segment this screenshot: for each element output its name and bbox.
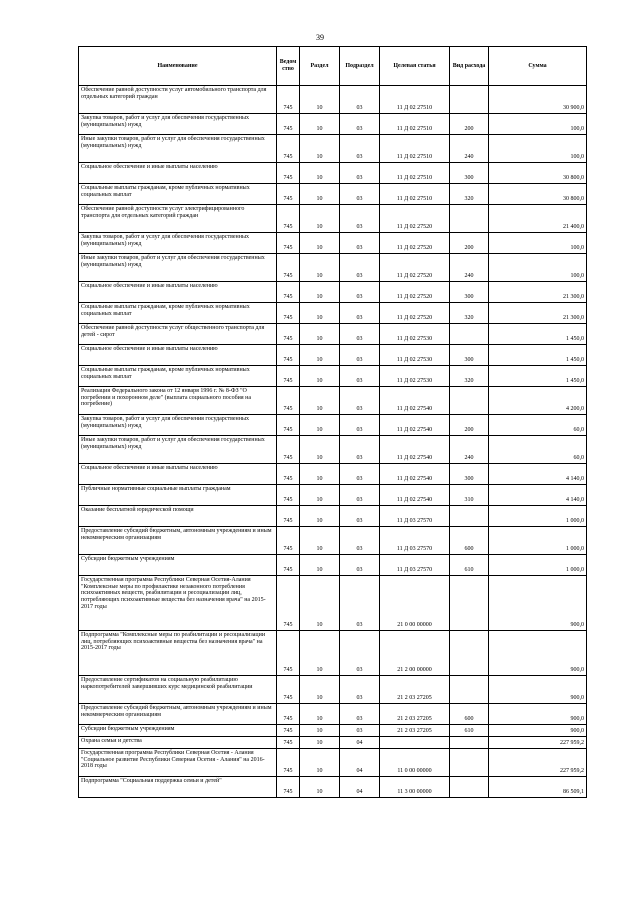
cell-section: 10 [300, 631, 340, 676]
cell-sum: 100,0 [489, 135, 587, 163]
cell-dept: 745 [277, 135, 300, 163]
cell-dept: 745 [277, 205, 300, 233]
cell-dept: 745 [277, 436, 300, 464]
cell-name: Субсидии бюджетным учреждениям [79, 725, 277, 737]
table-row [79, 282, 587, 303]
table-row [79, 205, 587, 233]
cell-target: 11 Д 02 27510 [380, 86, 450, 114]
cell-target [380, 737, 450, 749]
table-row [79, 86, 587, 114]
page-number: 39 [316, 33, 324, 42]
cell-type [450, 576, 489, 631]
cell-dept: 745 [277, 345, 300, 366]
cell-subsection: 03 [340, 725, 380, 737]
cell-subsection: 03 [340, 415, 380, 436]
cell-section: 10 [300, 704, 340, 725]
cell-subsection: 03 [340, 163, 380, 184]
cell-target: 11 Д 02 27520 [380, 303, 450, 324]
cell-sum: 30 800,0 [489, 163, 587, 184]
cell-name: Государственная программа Республики Северная Осетия-Алания "Комплексные меры по профилактике незаконного потребления психоактивных веществ, реабилитации и ресоциализации лиц, потребляющих психоактивные вещества без назначения врача" на 2015-2017 годы [79, 576, 277, 631]
cell-dept: 745 [277, 777, 300, 798]
cell-section: 10 [300, 324, 340, 345]
cell-section: 10 [300, 464, 340, 485]
cell-target: 11 Д 02 27520 [380, 233, 450, 254]
cell-subsection: 03 [340, 205, 380, 233]
table-row [79, 436, 587, 464]
cell-name: Предоставление субсидий бюджетным, автономным учреждениям и иным некоммерческим организациям [79, 704, 277, 725]
cell-type: 320 [450, 184, 489, 205]
cell-sum: 4 140,0 [489, 485, 587, 506]
header-subsection: Подраздел [340, 47, 380, 86]
budget-table [78, 46, 587, 798]
cell-type: 200 [450, 114, 489, 135]
cell-dept: 745 [277, 725, 300, 737]
cell-type [450, 777, 489, 798]
cell-subsection: 03 [340, 114, 380, 135]
cell-section: 10 [300, 676, 340, 704]
cell-dept: 745 [277, 415, 300, 436]
cell-sum: 900,0 [489, 704, 587, 725]
cell-section: 10 [300, 576, 340, 631]
cell-subsection: 03 [340, 345, 380, 366]
cell-name: Подпрограмма "Комплексные меры по реабилитации и ресоциализации лиц, потребляющих психоактивные вещества без назначения врача" на 2015-2017 годы [79, 631, 277, 676]
cell-name: Социальные выплаты гражданам, кроме публичных нормативных социальных выплат [79, 366, 277, 387]
cell-name: Охрана семьи и детства [79, 737, 277, 749]
cell-type: 300 [450, 282, 489, 303]
cell-sum: 60,0 [489, 436, 587, 464]
cell-target: 11 Д 02 27530 [380, 366, 450, 387]
cell-target: 11 Д 02 27520 [380, 254, 450, 282]
cell-type: 240 [450, 135, 489, 163]
cell-type: 240 [450, 254, 489, 282]
cell-sum: 30 900,0 [489, 86, 587, 114]
table-row [79, 704, 587, 725]
cell-dept: 745 [277, 114, 300, 135]
cell-section: 10 [300, 205, 340, 233]
table-row [79, 749, 587, 777]
table-row [79, 324, 587, 345]
cell-type: 200 [450, 233, 489, 254]
table-header-row [79, 47, 587, 86]
table-row [79, 366, 587, 387]
cell-name: Обеспечение равной доступности услуг электрифицированного транспорта для отдельных категорий граждан [79, 205, 277, 233]
table-row [79, 345, 587, 366]
cell-type: 600 [450, 704, 489, 725]
cell-target: 21 2 03 27205 [380, 725, 450, 737]
cell-sum: 227 959,2 [489, 737, 587, 749]
cell-subsection: 03 [340, 631, 380, 676]
cell-sum: 4 200,0 [489, 387, 587, 415]
cell-target: 11 Д 02 27540 [380, 436, 450, 464]
cell-target: 21 0 00 00000 [380, 576, 450, 631]
cell-section: 10 [300, 725, 340, 737]
cell-target: 11 Д 03 27570 [380, 555, 450, 576]
cell-type: 200 [450, 415, 489, 436]
cell-dept: 745 [277, 163, 300, 184]
cell-type: 610 [450, 725, 489, 737]
cell-dept: 745 [277, 282, 300, 303]
cell-subsection: 04 [340, 749, 380, 777]
cell-target: 11 Д 03 27570 [380, 506, 450, 527]
cell-target: 11 Д 03 27570 [380, 527, 450, 555]
cell-subsection: 03 [340, 436, 380, 464]
cell-dept: 745 [277, 464, 300, 485]
cell-name: Иные закупки товаров, работ и услуг для обеспечения государственных (муниципальных) нужд [79, 254, 277, 282]
cell-section: 10 [300, 135, 340, 163]
table-row [79, 184, 587, 205]
cell-section: 10 [300, 282, 340, 303]
cell-name: Иные закупки товаров, работ и услуг для обеспечения государственных (муниципальных) нужд [79, 436, 277, 464]
cell-section: 10 [300, 114, 340, 135]
cell-type [450, 676, 489, 704]
cell-name: Социальное обеспечение и иные выплаты населению [79, 345, 277, 366]
cell-sum: 60,0 [489, 415, 587, 436]
cell-name: Публичные нормативные социальные выплаты гражданам [79, 485, 277, 506]
table-row [79, 135, 587, 163]
cell-name: Социальное обеспечение и иные выплаты населению [79, 464, 277, 485]
cell-sum: 1 000,0 [489, 527, 587, 555]
cell-sum: 21 300,0 [489, 303, 587, 324]
cell-type: 240 [450, 436, 489, 464]
cell-sum: 900,0 [489, 676, 587, 704]
cell-name: Обеспечение равной доступности услуг общественного транспорта для детей - сирот [79, 324, 277, 345]
cell-type [450, 387, 489, 415]
cell-type [450, 631, 489, 676]
cell-subsection: 03 [340, 366, 380, 387]
table-row [79, 254, 587, 282]
cell-sum: 100,0 [489, 114, 587, 135]
cell-section: 10 [300, 233, 340, 254]
cell-sum: 30 800,0 [489, 184, 587, 205]
cell-name: Субсидии бюджетным учреждениям [79, 555, 277, 576]
cell-subsection: 03 [340, 704, 380, 725]
table-row [79, 725, 587, 737]
cell-subsection: 03 [340, 303, 380, 324]
cell-subsection: 03 [340, 576, 380, 631]
cell-target: 11 Д 02 27510 [380, 163, 450, 184]
cell-dept: 745 [277, 749, 300, 777]
cell-subsection: 03 [340, 86, 380, 114]
cell-subsection: 04 [340, 777, 380, 798]
cell-type: 300 [450, 464, 489, 485]
cell-target: 11 0 00 00000 [380, 749, 450, 777]
header-dept: Ведом ство [277, 47, 300, 86]
cell-name: Предоставление сертификатов на социальную реабилитацию наркопотребителей завершивших курс медицинской реабилитации [79, 676, 277, 704]
cell-section: 10 [300, 527, 340, 555]
cell-subsection: 03 [340, 676, 380, 704]
cell-name: Социальные выплаты гражданам, кроме публичных нормативных социальных выплат [79, 184, 277, 205]
table-row [79, 527, 587, 555]
cell-target: 11 Д 02 27540 [380, 387, 450, 415]
cell-sum: 21 300,0 [489, 282, 587, 303]
cell-sum: 1 000,0 [489, 555, 587, 576]
cell-type: 310 [450, 485, 489, 506]
cell-dept: 745 [277, 366, 300, 387]
cell-type [450, 737, 489, 749]
cell-target: 11 Д 02 27530 [380, 324, 450, 345]
cell-section: 10 [300, 555, 340, 576]
cell-target: 11 Д 02 27520 [380, 205, 450, 233]
cell-target: 21 2 00 00000 [380, 631, 450, 676]
cell-sum: 4 140,0 [489, 464, 587, 485]
cell-section: 10 [300, 506, 340, 527]
cell-target: 11 Д 02 27520 [380, 282, 450, 303]
cell-section: 10 [300, 485, 340, 506]
table-row [79, 415, 587, 436]
cell-name: Закупка товаров, работ и услуг для обеспечения государственных (муниципальных) нужд [79, 233, 277, 254]
table-row [79, 233, 587, 254]
cell-dept: 745 [277, 704, 300, 725]
cell-subsection: 03 [340, 233, 380, 254]
cell-subsection: 03 [340, 555, 380, 576]
cell-target: 11 Д 02 27540 [380, 464, 450, 485]
cell-name: Обеспечение равной доступности услуг автомобильного транспорта для отдельных категорий граждан [79, 86, 277, 114]
cell-dept: 745 [277, 576, 300, 631]
cell-section: 10 [300, 86, 340, 114]
cell-dept: 745 [277, 324, 300, 345]
cell-section: 10 [300, 415, 340, 436]
cell-target: 11 Д 02 27510 [380, 184, 450, 205]
cell-type: 300 [450, 163, 489, 184]
header-target: Целевая статья [380, 47, 450, 86]
cell-dept: 745 [277, 387, 300, 415]
cell-subsection: 03 [340, 282, 380, 303]
cell-subsection: 03 [340, 324, 380, 345]
cell-name: Оказание бесплатной юридической помощи [79, 506, 277, 527]
table-row [79, 506, 587, 527]
cell-type [450, 205, 489, 233]
cell-dept: 745 [277, 506, 300, 527]
cell-sum: 1 450,0 [489, 366, 587, 387]
cell-type: 320 [450, 366, 489, 387]
table-row [79, 737, 587, 749]
cell-target: 11 Д 02 27530 [380, 345, 450, 366]
cell-dept: 745 [277, 631, 300, 676]
cell-sum: 900,0 [489, 631, 587, 676]
table-row [79, 485, 587, 506]
cell-name: Закупка товаров, работ и услуг для обеспечения государственных (муниципальных) нужд [79, 415, 277, 436]
cell-type [450, 86, 489, 114]
cell-type: 600 [450, 527, 489, 555]
table-row [79, 303, 587, 324]
cell-name: Реализация Федерального закона от 12 января 1996 г. № 8-ФЗ "О погребении и похоронном деле" (выплата социального пособия на погребение) [79, 387, 277, 415]
cell-section: 10 [300, 737, 340, 749]
table-row [79, 777, 587, 798]
cell-subsection: 03 [340, 485, 380, 506]
cell-dept: 745 [277, 676, 300, 704]
header-type: Вид расхода [450, 47, 489, 86]
cell-subsection: 03 [340, 464, 380, 485]
cell-dept: 745 [277, 86, 300, 114]
cell-section: 10 [300, 777, 340, 798]
cell-subsection: 03 [340, 506, 380, 527]
cell-sum: 21 400,0 [489, 205, 587, 233]
cell-type [450, 324, 489, 345]
cell-subsection: 03 [340, 527, 380, 555]
cell-name: Иные закупки товаров, работ и услуг для обеспечения государственных (муниципальных) нужд [79, 135, 277, 163]
cell-subsection: 04 [340, 737, 380, 749]
cell-subsection: 03 [340, 184, 380, 205]
cell-target: 11 Д 02 27510 [380, 114, 450, 135]
cell-name: Государственная программа Республики Северная Осетия - Алания "Социальное развитие Республики Северная Осетия - Алания" на 2016-2018 годы [79, 749, 277, 777]
cell-type: 300 [450, 345, 489, 366]
cell-name: Социальное обеспечение и иные выплаты населению [79, 163, 277, 184]
cell-dept: 745 [277, 184, 300, 205]
cell-section: 10 [300, 163, 340, 184]
cell-dept: 745 [277, 485, 300, 506]
cell-target: 21 2 03 27205 [380, 704, 450, 725]
cell-subsection: 03 [340, 135, 380, 163]
cell-section: 10 [300, 436, 340, 464]
table-row [79, 631, 587, 676]
cell-sum: 1 450,0 [489, 324, 587, 345]
cell-sum: 227 959,2 [489, 749, 587, 777]
table-row [79, 464, 587, 485]
cell-name: Предоставление субсидий бюджетным, автономным учреждениям и иным некоммерческим организациям [79, 527, 277, 555]
table-row [79, 555, 587, 576]
cell-type: 320 [450, 303, 489, 324]
cell-target: 21 2 03 27205 [380, 676, 450, 704]
table-row [79, 676, 587, 704]
cell-dept: 745 [277, 527, 300, 555]
cell-name: Социальные выплаты гражданам, кроме публичных нормативных социальных выплат [79, 303, 277, 324]
cell-dept: 745 [277, 233, 300, 254]
cell-section: 10 [300, 254, 340, 282]
cell-subsection: 03 [340, 387, 380, 415]
header-sum: Сумма [489, 47, 587, 86]
cell-section: 10 [300, 387, 340, 415]
cell-subsection: 03 [340, 254, 380, 282]
header-name: Наименование [79, 47, 277, 86]
cell-sum: 1 000,0 [489, 506, 587, 527]
cell-sum: 86 509,1 [489, 777, 587, 798]
cell-section: 10 [300, 345, 340, 366]
cell-dept: 745 [277, 555, 300, 576]
cell-type [450, 749, 489, 777]
cell-dept: 745 [277, 737, 300, 749]
table-row [79, 114, 587, 135]
cell-type: 610 [450, 555, 489, 576]
table-row [79, 163, 587, 184]
cell-sum: 100,0 [489, 233, 587, 254]
cell-section: 10 [300, 366, 340, 387]
cell-sum: 100,0 [489, 254, 587, 282]
cell-section: 10 [300, 303, 340, 324]
cell-dept: 745 [277, 303, 300, 324]
cell-name: Социальное обеспечение и иные выплаты населению [79, 282, 277, 303]
table-row [79, 387, 587, 415]
table-row [79, 576, 587, 631]
cell-sum: 1 450,0 [489, 345, 587, 366]
cell-sum: 900,0 [489, 576, 587, 631]
cell-target: 11 Д 02 27540 [380, 485, 450, 506]
cell-target: 11 Д 02 27540 [380, 415, 450, 436]
cell-section: 10 [300, 184, 340, 205]
cell-section: 10 [300, 749, 340, 777]
cell-type [450, 506, 489, 527]
cell-dept: 745 [277, 254, 300, 282]
cell-target: 11 3 00 00000 [380, 777, 450, 798]
cell-sum: 900,0 [489, 725, 587, 737]
cell-target: 11 Д 02 27510 [380, 135, 450, 163]
cell-name: Закупка товаров, работ и услуг для обеспечения государственных (муниципальных) нужд [79, 114, 277, 135]
cell-name: Подпрограмма "Социальная поддержка семьи и детей" [79, 777, 277, 798]
header-section: Раздел [300, 47, 340, 86]
